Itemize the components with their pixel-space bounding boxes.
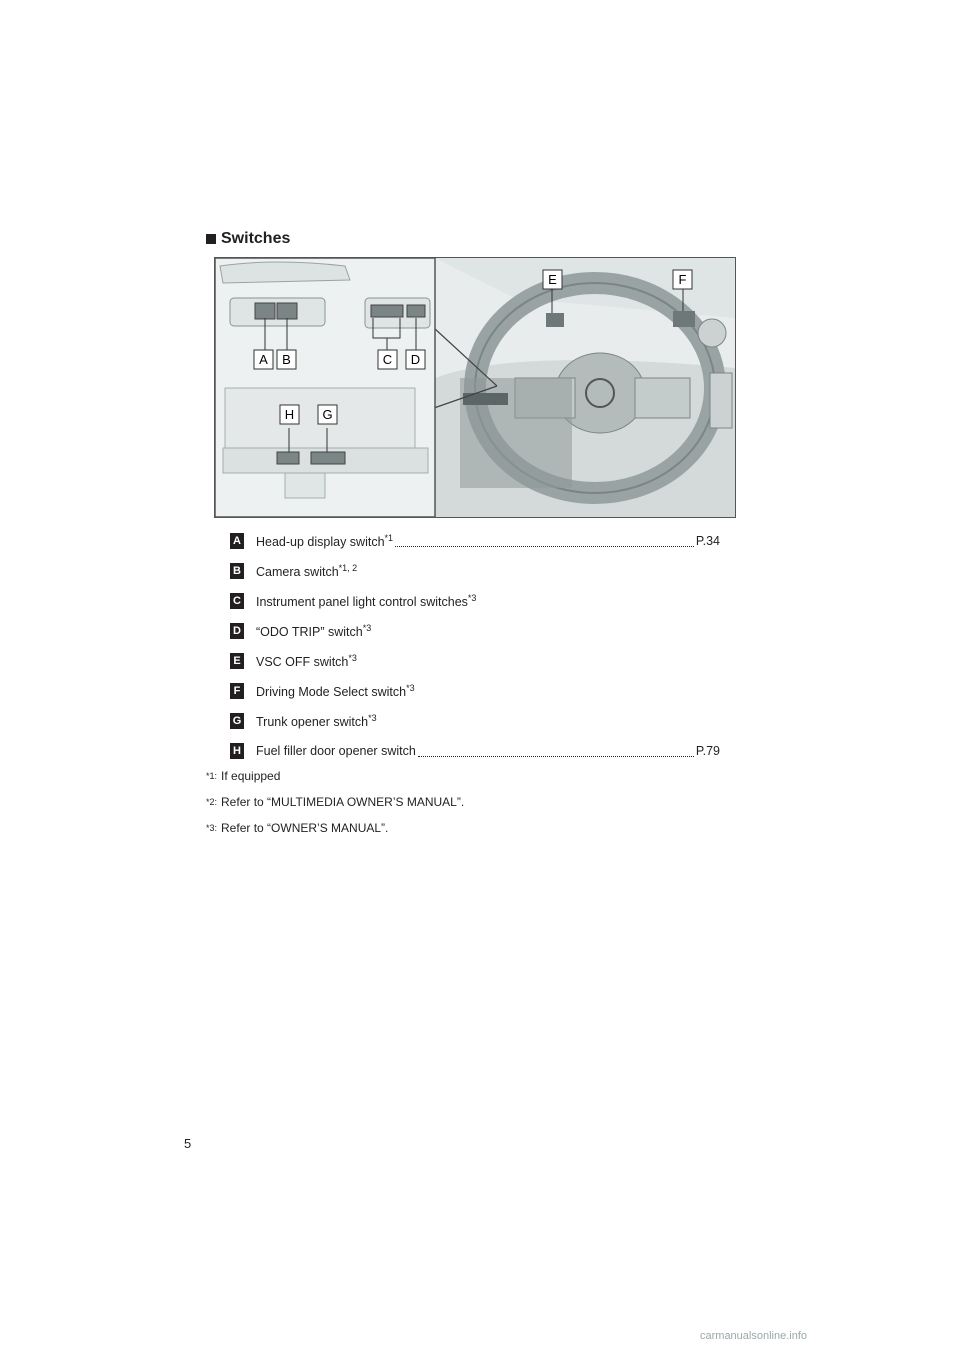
item-label: “ODO TRIP” switch$^{*3}$ <box>256 622 372 640</box>
callout-b <box>277 350 296 369</box>
page-reference[interactable]: P.34 <box>695 534 720 548</box>
item-label: Fuel filler door opener switch <box>256 744 416 758</box>
leader-dots <box>395 545 694 547</box>
letter-badge: E <box>230 653 244 669</box>
svg-text:F: F <box>678 272 687 287</box>
letter-badge: H <box>230 743 244 759</box>
list-item <box>230 556 720 586</box>
list-item <box>230 616 720 646</box>
svg-text:E: E <box>548 272 557 287</box>
item-label: Driving Mode Select switch$^{*3}$ <box>256 682 415 700</box>
callout-g <box>318 405 337 424</box>
leader-dots <box>418 755 694 757</box>
list-item <box>230 676 720 706</box>
bullet-square-icon <box>206 234 216 244</box>
svg-text:G: G <box>322 407 333 422</box>
section-heading <box>206 230 290 248</box>
svg-text:H: H <box>284 407 295 422</box>
letter-badge: F <box>230 683 244 699</box>
letter-badge: A <box>230 533 244 549</box>
footnote: *2: Refer to “MULTIMEDIA OWNER’S MANUAL”. <box>206 795 465 809</box>
footnotes <box>206 763 464 841</box>
item-label: Trunk opener switch$^{*3}$ <box>256 712 377 730</box>
item-label: Camera switch$^{*1, 2}$ <box>256 562 358 580</box>
callout-c <box>378 350 397 369</box>
page-reference[interactable]: P.79 <box>695 744 720 758</box>
switch-list <box>230 526 720 766</box>
callout-d <box>406 350 425 369</box>
list-item <box>230 646 720 676</box>
item-label: Head-up display switch$^{*1}$ <box>256 532 394 550</box>
callout-h <box>280 405 299 424</box>
list-item <box>230 586 720 616</box>
callout-e <box>543 270 562 289</box>
list-item <box>230 736 720 766</box>
callout-a <box>254 350 273 369</box>
letter-badge: C <box>230 593 244 609</box>
footnote: *1: If equipped <box>206 769 281 783</box>
letter-badge: D <box>230 623 244 639</box>
svg-text:C: C <box>382 352 393 367</box>
list-item <box>230 706 720 736</box>
section-title: Switches <box>221 230 291 247</box>
letter-badge: B <box>230 563 244 579</box>
footnote: *3: Refer to “OWNER’S MANUAL”. <box>206 821 389 835</box>
list-item <box>230 526 720 556</box>
watermark: carmanualsonline.info <box>700 1330 808 1342</box>
callout-f <box>673 270 692 289</box>
page-number: 5 <box>184 1136 192 1151</box>
svg-text:D: D <box>410 352 421 367</box>
cockpit-drawing <box>215 258 735 517</box>
item-label: Instrument panel light control switches$^{*3}$ <box>256 592 477 610</box>
item-label: VSC OFF switch$^{*3}$ <box>256 652 357 670</box>
svg-text:B: B <box>282 352 291 367</box>
switches-illustration <box>214 257 736 518</box>
letter-badge: G <box>230 713 244 729</box>
svg-text:A: A <box>259 352 268 367</box>
